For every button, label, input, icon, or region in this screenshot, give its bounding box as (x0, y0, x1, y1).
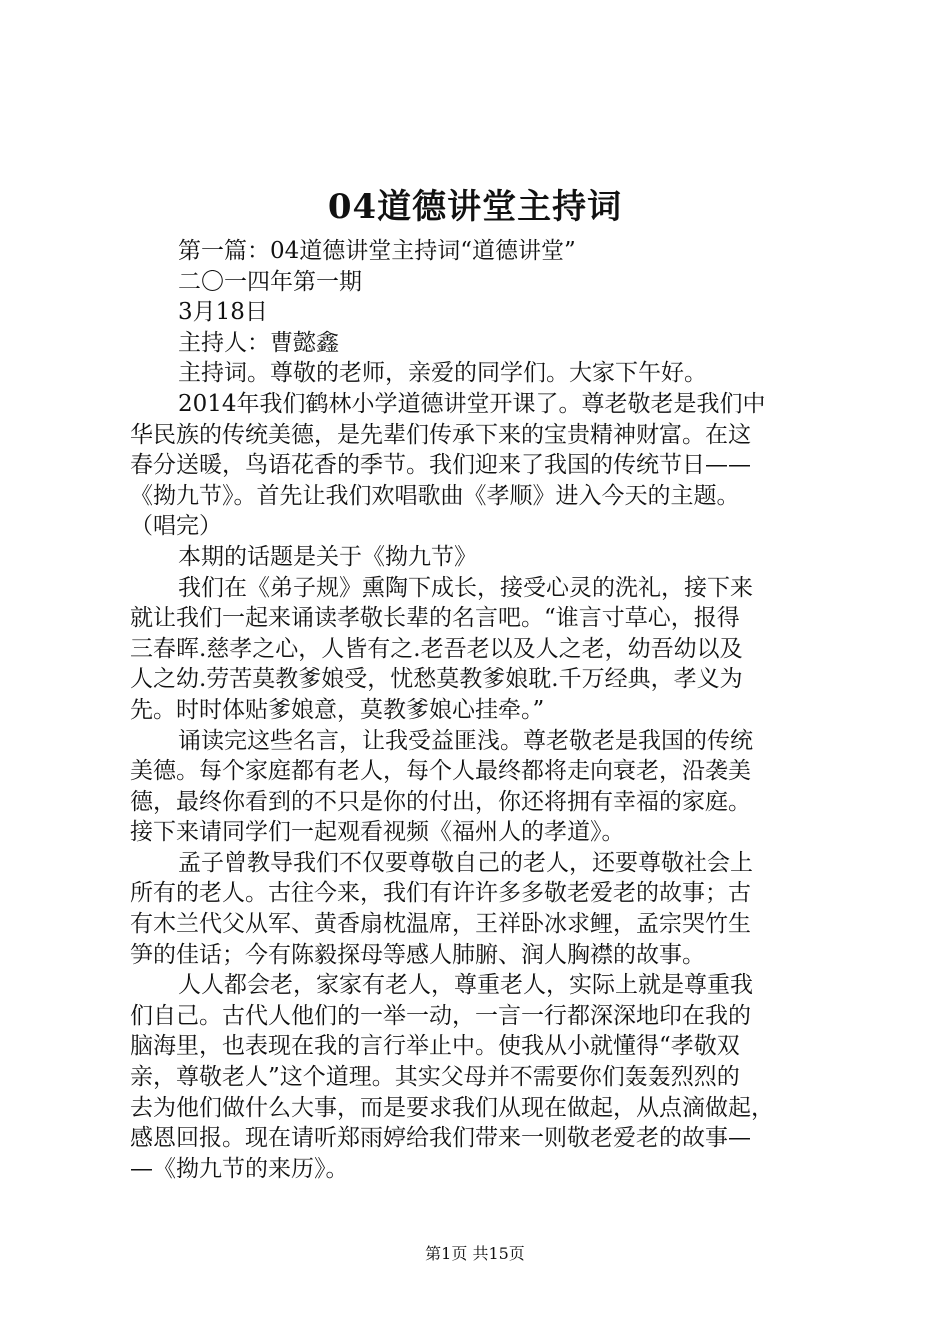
text-line: 2014年我们鹤林小学道德讲堂开课了。尊老敬老是我们中 (178, 390, 766, 417)
text-line: 主持人：曹懿鑫 (178, 329, 339, 356)
text-line: 先。时时体贴爹娘意，莫教爹娘心挂牵。” (130, 696, 545, 723)
text-line: 人人都会老，家家有老人，尊重老人，实际上就是尊重我 (178, 972, 753, 999)
text-line: 亲，尊敬老人”这个道理。其实父母并不需要你们轰轰烈烈的 (130, 1064, 740, 1091)
text-line: 《拗九节》。首先让我们欢唱歌曲《孝顺》进入今天的主题。 (130, 482, 740, 509)
text-line: 第一篇：04道德讲堂主持词“道德讲堂” (178, 238, 576, 264)
text-line: 感恩回报。现在请听郑雨婷给我们带来一则敬老爱老的故事— (130, 1125, 751, 1152)
text-line: 所有的老人。古往今来，我们有许许多多敬老爱老的故事；古 (130, 880, 751, 907)
text-line: 二〇一四年第一期 (178, 268, 362, 295)
text-line: （唱完） (130, 513, 222, 540)
text-line: —《拗九节的来历》。 (130, 1155, 349, 1182)
text-line: 孟子曾教导我们不仅要尊敬自己的老人，还要尊敬社会上 (178, 849, 753, 876)
text-line: 人之幼.劳苦莫教爹娘受，忧愁莫教爹娘耽.千万经典，孝义为 (130, 666, 743, 693)
document-body (130, 236, 830, 1184)
text-line: 德，最终你看到的不只是你的付出，你还将拥有幸福的家庭。 (130, 788, 751, 815)
text-line: 有木兰代父从军、黄香扇枕温席，王祥卧冰求鲤，孟宗哭竹生 (130, 911, 751, 938)
text-line: 去为他们做什么大事，而是要求我们从现在做起，从点滴做起， (130, 1094, 774, 1121)
text-line: 脑海里，也表现在我的言行举止中。使我从小就懂得“孝敬双 (130, 1033, 740, 1060)
text-line: 华民族的传统美德，是先辈们传承下来的宝贵精神财富。在这 (130, 421, 751, 448)
text-line: 主持词。尊敬的老师，亲爱的同学们。大家下午好。 (178, 360, 707, 387)
document-title: 04道德讲堂主持词 (327, 187, 623, 227)
text-line: 诵读完这些名言，让我受益匪浅。尊老敬老是我国的传统 (178, 727, 753, 754)
text-line: 接下来请同学们一起观看视频《福州人的孝道》。 (130, 819, 625, 846)
text-line: 春分送暖，鸟语花香的季节。我们迎来了我国的传统节日—— (130, 452, 751, 479)
text-line: 本期的话题是关于《拗九节》 (178, 543, 477, 570)
text-line: 美德。每个家庭都有老人，每个人最终都将走向衰老，沿袭美 (130, 758, 751, 785)
text-line: 我们在《弟子规》熏陶下成长，接受心灵的洗礼，接下来 (178, 574, 753, 601)
text-line: 3月18日 (178, 299, 268, 326)
text-line: 三春晖.慈孝之心，人皆有之.老吾老以及人之老，幼吾幼以及 (130, 635, 743, 662)
text-line: 笋的佳话；今有陈毅探母等感人肺腑、润人胸襟的故事。 (130, 941, 705, 968)
text-line: 就让我们一起来诵读孝敬长辈的名言吧。“谁言寸草心，报得 (130, 605, 740, 632)
page-footer: 第1页 共15页 (425, 1244, 525, 1263)
text-line: 们自己。古代人他们的一举一动，一言一行都深深地印在我的 (130, 1002, 751, 1029)
